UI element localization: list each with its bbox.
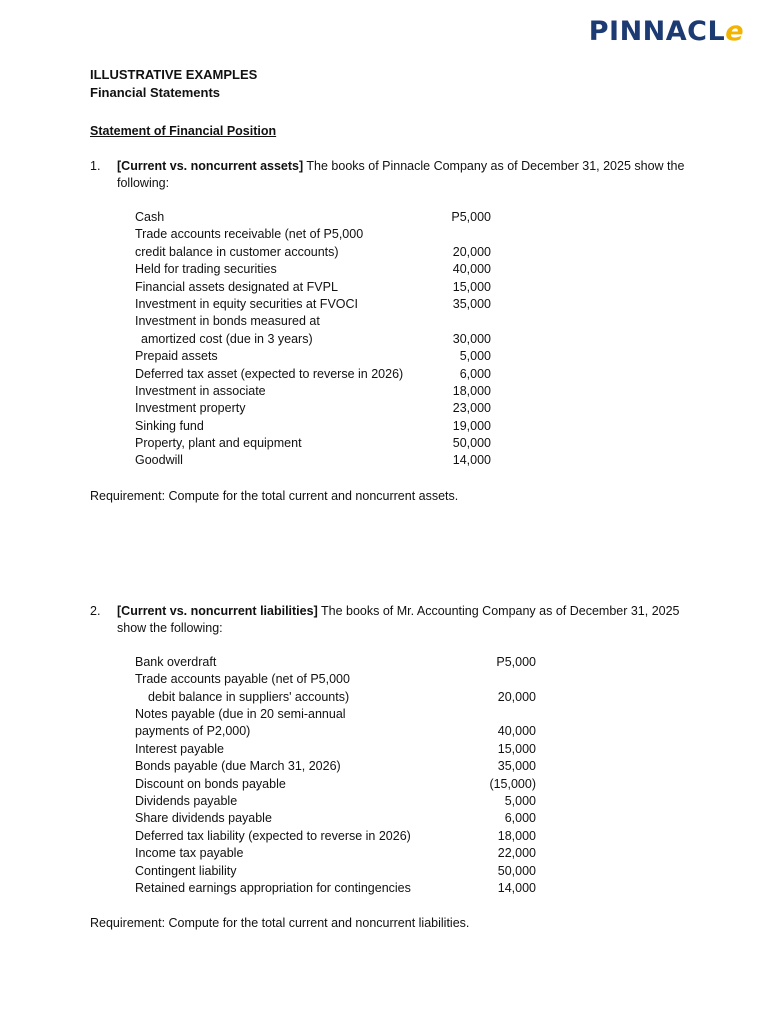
item-label: Investment in associate	[135, 383, 266, 398]
item-amount: 35,000	[497, 759, 536, 774]
item-amount: 14,000	[497, 880, 536, 895]
item-label: Share dividends payable	[135, 811, 272, 826]
document-subtitle: Financial Statements	[90, 85, 221, 100]
table-row	[135, 384, 491, 401]
item-amount: 19,000	[452, 418, 491, 433]
table-row	[135, 881, 536, 898]
item-label: Investment property	[135, 401, 246, 416]
item-label: Bank overdraft	[135, 654, 217, 669]
item-label: Trade accounts payable (net of P5,000	[135, 672, 350, 687]
problem-number: 2.	[90, 603, 101, 618]
item-amount: 50,000	[452, 436, 491, 451]
item-amount: 35,000	[452, 296, 491, 311]
table-row	[135, 742, 536, 759]
table-row	[135, 846, 536, 863]
problem-tag: [Current vs. noncurrent liabilities]	[117, 603, 318, 618]
document-title: ILLUSTRATIVE EXAMPLES	[90, 67, 258, 82]
requirement-2: Requirement: Compute for the total current and noncurrent liabilities.	[90, 916, 470, 931]
item-label: Bonds payable (due March 31, 2026)	[135, 759, 341, 774]
problem-text: The books of Pinnacle Company as of December 31, 2025 show the following:	[117, 159, 685, 190]
document-page	[90, 66, 710, 932]
item-label: Retained earnings appropriation for contingencies	[135, 880, 411, 895]
item-amount: 6,000	[504, 811, 536, 826]
item-amount	[480, 707, 536, 724]
item-label: Financial assets designated at FVPL	[135, 279, 338, 294]
table-row	[135, 829, 536, 846]
table-row	[135, 280, 491, 297]
item-amount	[480, 672, 536, 689]
item-amount: (15,000)	[489, 776, 536, 791]
problem-number: 1.	[90, 159, 101, 173]
item-label: Dividends payable	[135, 793, 238, 808]
table-row	[135, 777, 536, 794]
item-label: Deferred tax asset (expected to reverse in 2026)	[135, 366, 404, 381]
item-label: payments of P2,000)	[135, 724, 251, 739]
section-heading: Statement of Financial Position	[90, 124, 277, 138]
item-amount	[451, 314, 491, 331]
table-row	[135, 655, 536, 672]
problem-1	[90, 158, 710, 192]
item-amount: 15,000	[497, 741, 536, 756]
logo-text: PINNACL	[588, 16, 726, 47]
item-amount: 23,000	[452, 401, 491, 416]
table-row	[135, 227, 491, 244]
assets-table	[135, 210, 491, 471]
item-amount: P5,000	[451, 210, 491, 224]
table-row	[135, 262, 491, 279]
problem-statement	[117, 158, 710, 192]
item-amount: 20,000	[497, 689, 536, 704]
table-row	[135, 436, 491, 453]
problem-text: The books of Mr. Accounting Company as of December 31, 2025 show the following:	[117, 603, 680, 635]
item-amount: 50,000	[497, 863, 536, 878]
item-amount: 22,000	[497, 846, 536, 861]
table-row	[135, 759, 536, 776]
pinnacle-logo	[589, 16, 744, 47]
item-label: Notes payable (due in 20 semi-annual	[135, 707, 346, 722]
item-amount: 30,000	[452, 331, 491, 346]
table-row	[135, 453, 491, 470]
table-row	[135, 210, 491, 227]
liabilities-table	[135, 655, 536, 898]
table-row	[135, 707, 536, 724]
item-amount	[451, 227, 491, 244]
table-row	[135, 811, 536, 828]
item-label: Trade accounts receivable (net of P5,000	[135, 227, 364, 242]
item-label: Discount on bonds payable	[135, 776, 286, 791]
item-label: Property, plant and equipment	[135, 436, 302, 451]
item-amount: 18,000	[452, 383, 491, 398]
table-row	[135, 401, 491, 418]
table-row	[135, 314, 491, 331]
problem-2	[90, 603, 710, 637]
item-amount: 5,000	[459, 349, 491, 364]
item-label: Prepaid assets	[135, 349, 218, 364]
table-row	[135, 297, 491, 314]
item-label: Sinking fund	[135, 418, 204, 433]
item-label: Goodwill	[135, 453, 183, 468]
item-label: debit balance in suppliers' accounts)	[148, 689, 350, 704]
table-row	[135, 332, 491, 349]
table-row	[135, 724, 536, 741]
item-amount: 20,000	[452, 244, 491, 259]
table-row	[135, 864, 536, 881]
table-row	[135, 349, 491, 366]
requirement-1: Requirement: Compute for the total current and noncurrent assets.	[90, 488, 459, 503]
item-label: Cash	[135, 210, 165, 224]
table-row	[135, 419, 491, 436]
item-amount: 40,000	[497, 724, 536, 739]
item-amount: 18,000	[497, 828, 536, 843]
item-amount: 6,000	[459, 366, 491, 381]
table-row	[135, 690, 536, 707]
item-amount: P5,000	[496, 654, 536, 669]
item-label: Held for trading securities	[135, 262, 277, 277]
table-row	[135, 245, 491, 262]
item-amount: 40,000	[452, 262, 491, 277]
item-label: Investment in bonds measured at	[135, 314, 320, 329]
item-label: credit balance in customer accounts)	[135, 244, 339, 259]
item-label: Contingent liability	[135, 863, 237, 878]
item-label: Investment in equity securities at FVOCI	[135, 296, 359, 311]
table-row	[135, 367, 491, 384]
problem-statement	[117, 603, 710, 637]
logo-accent-letter: e	[725, 16, 744, 47]
table-row	[135, 672, 536, 689]
item-label: Deferred tax liability (expected to reverse in 2026)	[135, 828, 411, 843]
problem-tag: [Current vs. noncurrent assets]	[117, 159, 304, 173]
item-amount: 15,000	[452, 279, 491, 294]
item-label: Income tax payable	[135, 846, 244, 861]
item-amount: 14,000	[452, 453, 491, 468]
table-row	[135, 794, 536, 811]
item-label: Interest payable	[135, 741, 224, 756]
item-amount: 5,000	[504, 793, 536, 808]
item-label: amortized cost (due in 3 years)	[141, 331, 313, 346]
